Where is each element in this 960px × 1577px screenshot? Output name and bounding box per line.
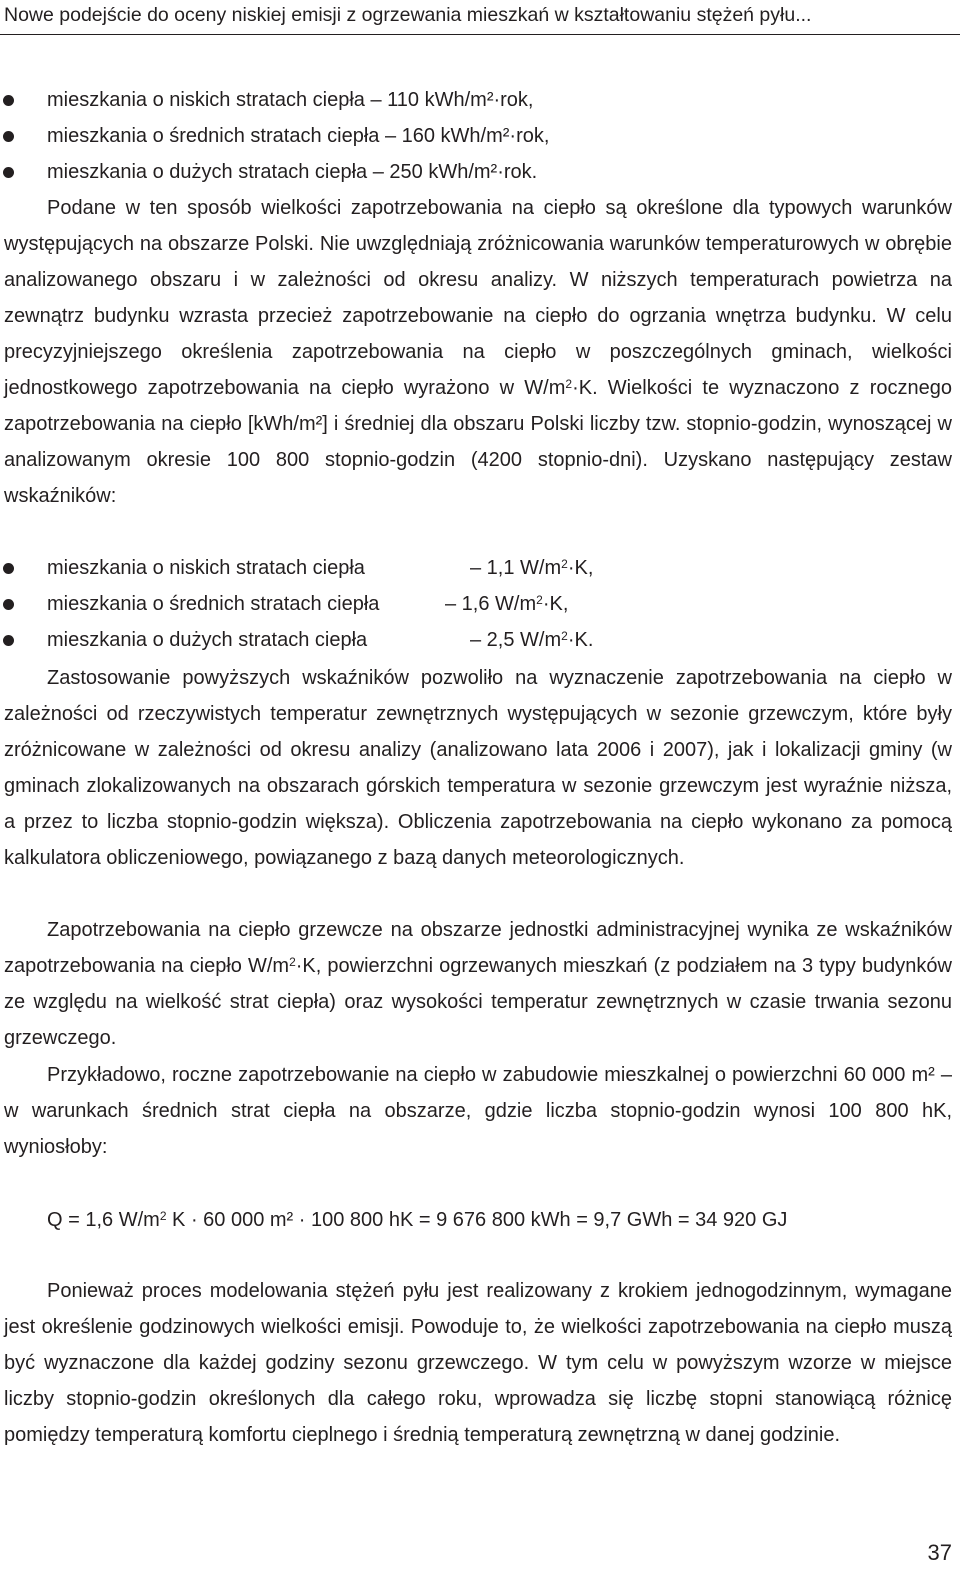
indicator-list — [0, 550, 960, 658]
list-item: mieszkania o niskich stratach ciepła – 110 kWh/m²·rok, — [0, 82, 960, 118]
page-number: 37 — [927, 1540, 952, 1565]
bullet-icon — [3, 167, 14, 178]
paragraph-application: Zastosowanie powyższych wskaźników pozwoliło na wyznaczenie zapotrzebowania na ciepło w zależności od rzeczywistych temperatur zewnętrznych występujących w sezonie grzewczym, które były zróżnicowane w zależności od okresu analizy (analizowano lata 2006 i 2007), jak i lokalizacji gminy (w gminach zlokalizowanych na obszarach górskich temperatura w sezonie grzewczym jest wyraźnie niższa, a przez to liczba stopnio-godzin większa). Obliczenia zapotrzebowania na ciepło wykonano za pomocą kalkulatora obliczeniowego, powiązanego z bazą danych meteorologicznych. — [4, 667, 952, 869]
bullet-icon — [3, 563, 14, 574]
running-header: Nowe podejście do oceny niskiej emisji z ogrzewania mieszkań w kształtowaniu stężeń pyłu... — [4, 4, 812, 26]
list-item: mieszkania o dużych stratach ciepła – 2,5 $W/m^2\cdot K$. — [0, 622, 960, 658]
bullet-icon — [3, 95, 14, 106]
header-divider — [0, 34, 960, 35]
heat-loss-list — [0, 82, 960, 190]
paragraph-example: Przykładowo, roczne zapotrzebowanie na ciepło w zabudowie mieszkalnej o powierzchni 60 000 m² – w warunkach średnich strat ciepła na obszarze, gdzie liczba stopnio-godzin wynosi 100 800 hK, wyniosłoby: — [4, 1064, 952, 1158]
bullet-icon — [3, 635, 14, 646]
list-item: mieszkania o średnich stratach ciepła – 160 kWh/m²·rok, — [0, 118, 960, 154]
formula: Q = 1,6 $W/m^2$ K · 60 000 m² · 100 800 hK = 9 676 800 kWh = 9,7 GWh = 34 920 GJ — [47, 1209, 788, 1231]
list-item: mieszkania o dużych stratach ciepła – 250 kWh/m²·rok. — [0, 154, 960, 190]
paragraph-hourly: Ponieważ proces modelowania stężeń pyłu jest realizowany z krokiem jednogodzinnym, wymagane jest określenie godzinowych wielkości emisji. Powoduje to, że wielkości zapotrzebowania na ciepło muszą być wyznaczone dla każdej godziny sezonu grzewczego. W tym celu w powyższym wzorze w miejsce liczby stopnio-godzin określonych dla całego roku, wprowadza się liczbę stopni stanowiącą różnicę pomiędzy temperaturą komfortu cieplnego i średnią temperaturą zewnętrzną w danej godzinie. — [4, 1280, 952, 1446]
bullet-icon — [3, 599, 14, 610]
list-item: mieszkania o średnich stratach ciepła – 1,6 $W/m^2\cdot K$, — [0, 586, 960, 622]
paragraph-intro: Podane w ten sposób wielkości zapotrzebowania na ciepło są określone dla typowych warunków występujących na obszarze Polski. Nie uwzględniają zróżnicowania warunków temperaturowych w obrębie analizowanego obszaru i w zależności od okresu analizy. W niższych temperaturach powietrza na zewnątrz budynku wzrasta przecież zapotrzebowanie na ciepło do ogrzania wnętrza budynku. W celu precyzyjniejszego określenia zapotrzebowania na ciepło w poszczególnych gminach, wielkości jednostkowego zapotrzebowania na ciepło wyrażono w $W/m^2\cdot K$. Wielkości te wyznaczono z rocznego zapotrzebowania na ciepło [kWh/m²] i średniej dla obszaru Polski liczby tzw. stopnio-godzin, wynoszącej w analizowanym okresie 100 800 stopnio-godzin (4200 stopnio-dni). Uzyskano następujący zestaw wskaźników: — [4, 197, 952, 507]
bullet-icon — [3, 131, 14, 142]
list-item: mieszkania o niskich stratach ciepła – 1,1 $W/m^2\cdot K$, — [0, 550, 960, 586]
paragraph-demand: Zapotrzebowania na ciepło grzewcze na obszarze jednostki administracyjnej wynika ze wskaźników zapotrzebowania na ciepło $W/m^2\cdot K$, powierzchni ogrzewanych mieszkań (z podziałem na 3 typy budynków ze względu na wielkość strat ciepła) oraz wysokości temperatur zewnętrznych w czasie trwania sezonu grzewczego. — [4, 919, 952, 1049]
